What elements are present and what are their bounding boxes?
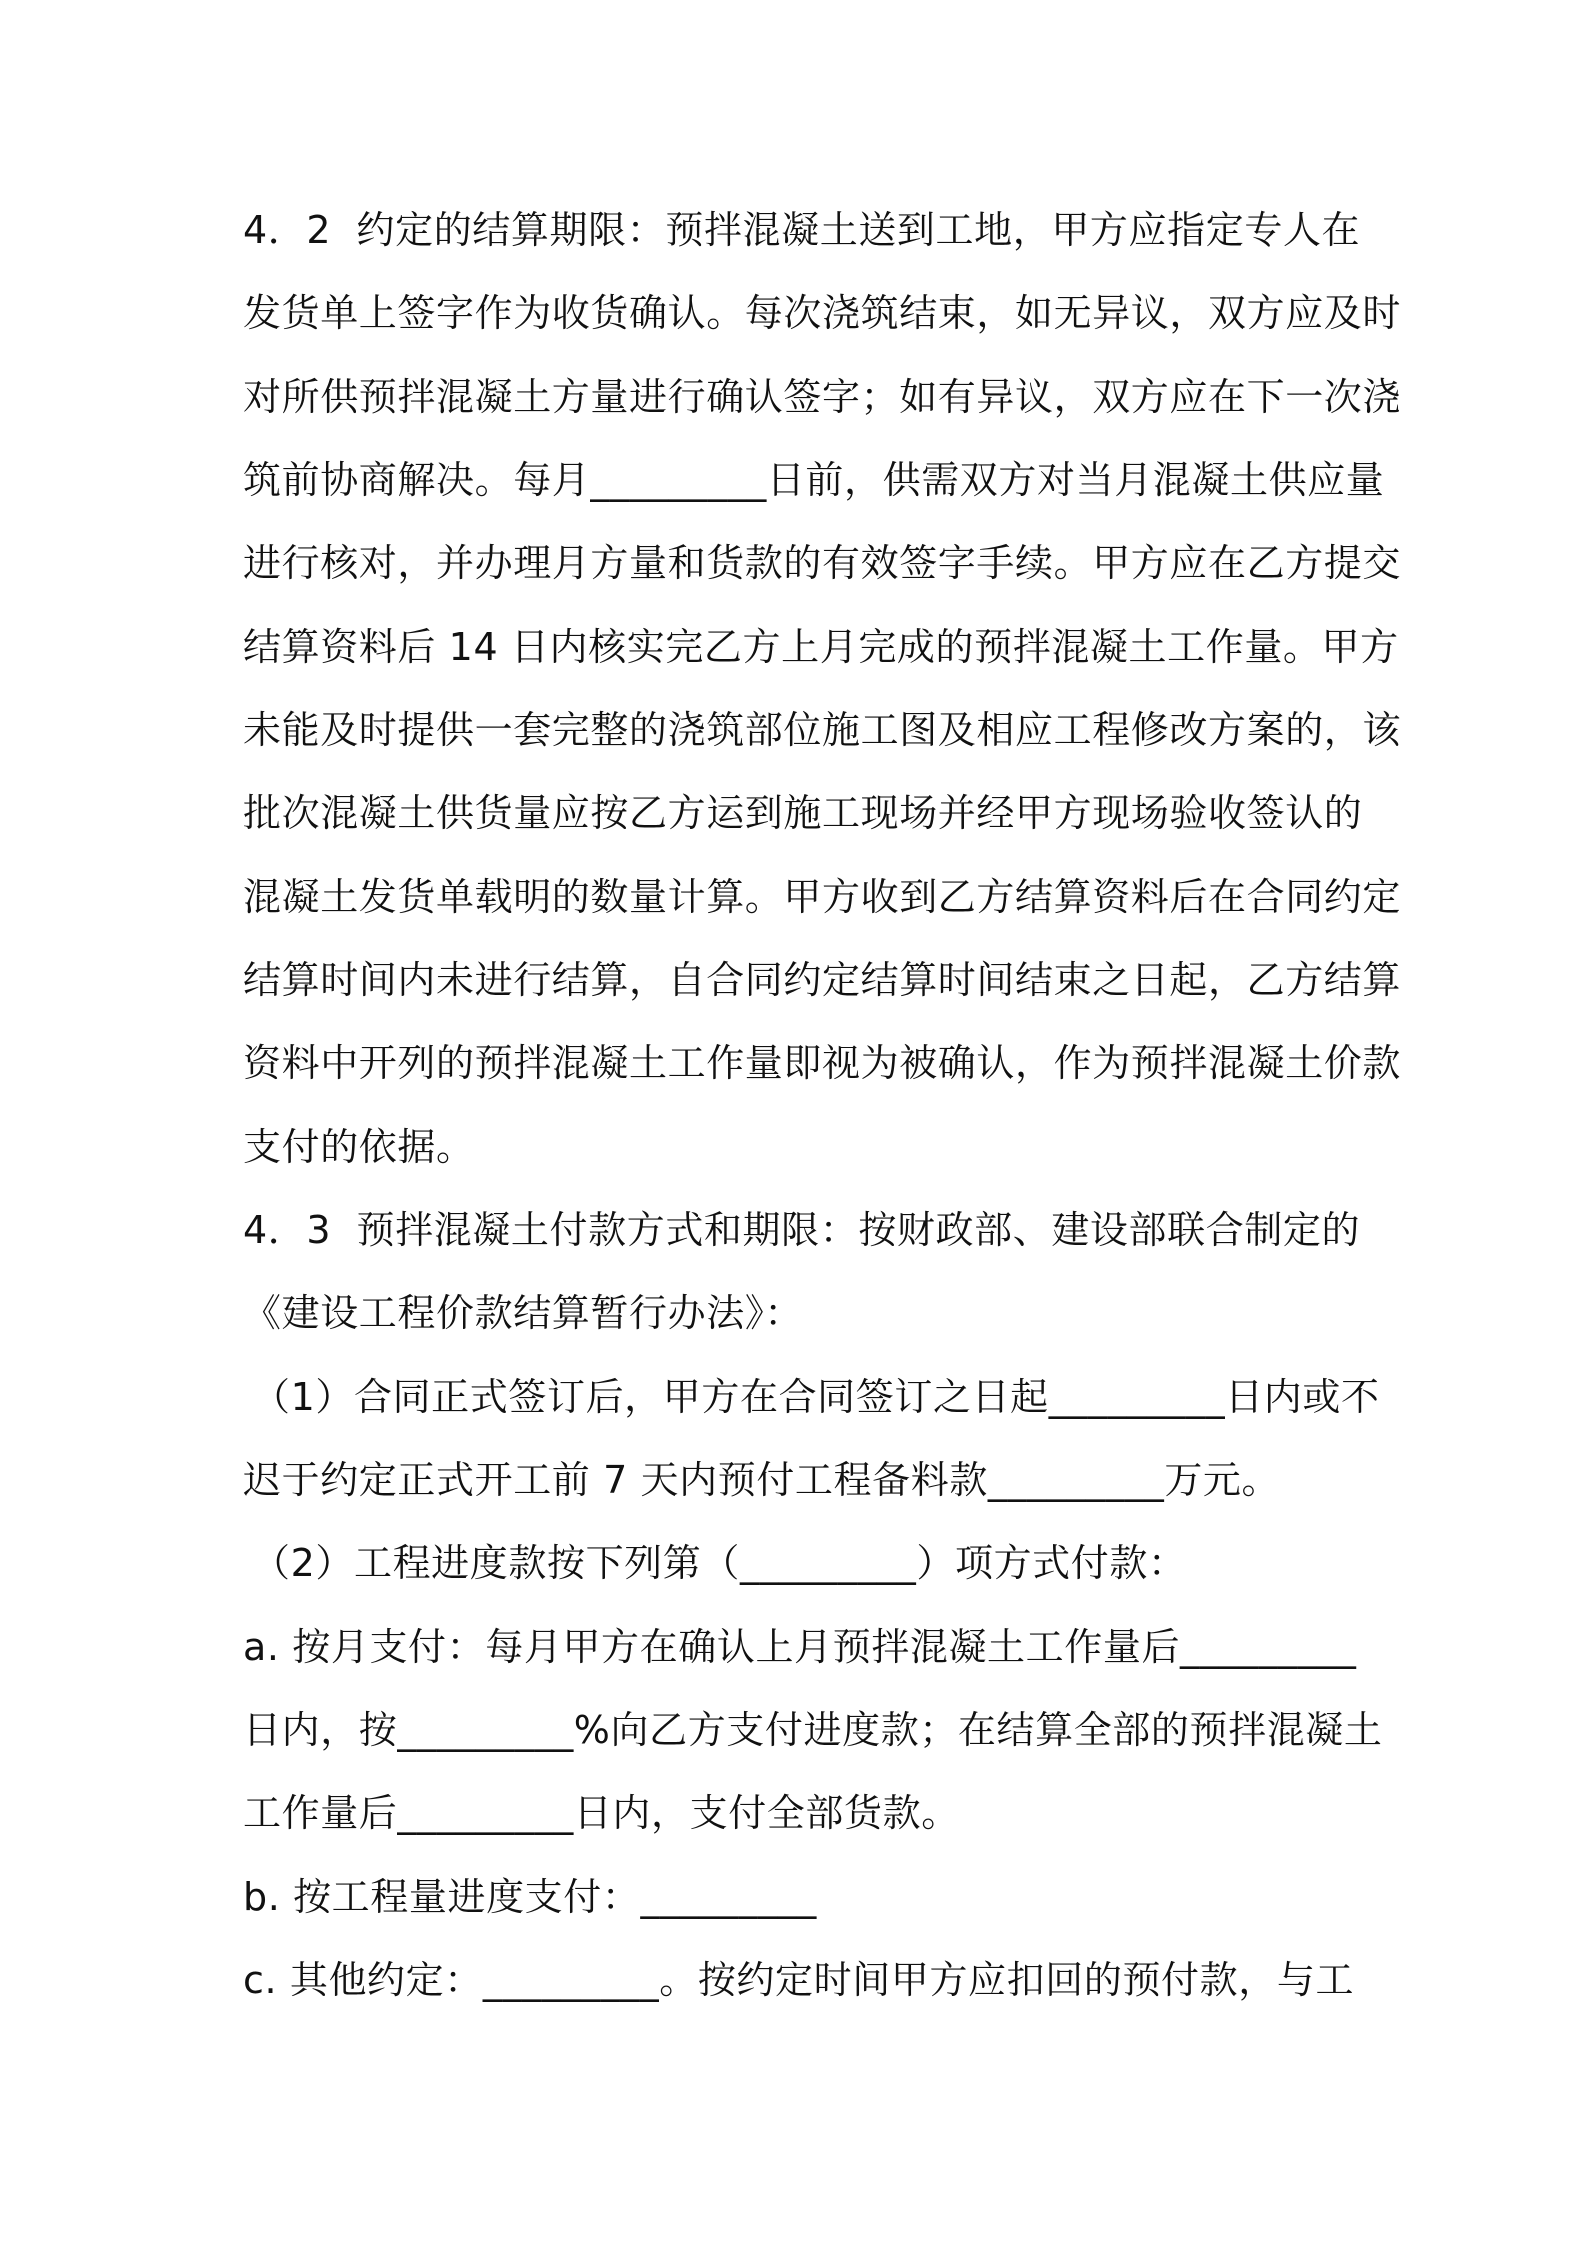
option-c-line-1: c. 其他约定：_________。按约定时间甲方应扣回的预付款，与工 (243, 1958, 1355, 2002)
item-1-line-2: 迟于约定正式开工前 7 天内预付工程备料款_________万元。 (243, 1458, 1281, 1502)
clause-4-2-line-10: 结算时间内未进行结算，自合同约定结算时间结束之日起，乙方结算 (243, 958, 1402, 1002)
option-a-line-1: a. 按月支付：每月甲方在确认上月预拌混凝土工作量后_________ (243, 1625, 1357, 1669)
item-1-line-1: （1）合同正式签订后，甲方在合同签订之日起_________日内或不 (252, 1375, 1380, 1419)
option-a-line-2: 日内，按_________%向乙方支付进度款；在结算全部的预拌混凝土 (243, 1708, 1383, 1752)
clause-4-2-line-6: 结算资料后 14 日内核实完乙方上月完成的预拌混凝土工作量。甲方 (243, 625, 1399, 669)
clause-4-2-line-8: 批次混凝土供货量应按乙方运到施工现场并经甲方现场验收签认的 (243, 791, 1363, 835)
clause-4-2-line-5: 进行核对，并办理月方量和货款的有效签字手续。甲方应在乙方提交 (243, 541, 1402, 585)
clause-4-2-line-1: 4．2 约定的结算期限：预拌混凝土送到工地，甲方应指定专人在 (243, 208, 1361, 252)
clause-4-2-line-11: 资料中开列的预拌混凝土工作量即视为被确认，作为预拌混凝土价款 (243, 1041, 1402, 1085)
clause-4-2-line-9: 混凝土发货单载明的数量计算。甲方收到乙方结算资料后在合同约定 (243, 875, 1402, 919)
clause-4-2-line-7: 未能及时提供一套完整的浇筑部位施工图及相应工程修改方案的，该 (243, 708, 1402, 752)
option-b-line-1: b. 按工程量进度支付：_________ (243, 1875, 817, 1919)
clause-4-2-line-3: 对所供预拌混凝土方量进行确认签字；如有异议，双方应在下一次浇 (243, 375, 1402, 419)
clause-4-2-line-2: 发货单上签字作为收货确认。每次浇筑结束，如无异议，双方应及时 (243, 291, 1402, 335)
clause-4-2-line-4: 筑前协商解决。每月_________日前，供需双方对当月混凝土供应量 (243, 458, 1385, 502)
clause-4-3-line-2: 《建设工程价款结算暂行办法》： (243, 1291, 804, 1335)
option-a-line-3: 工作量后_________日内，支付全部货款。 (243, 1791, 960, 1835)
clause-4-3-line-1: 4．3 预拌混凝土付款方式和期限：按财政部、建设部联合制定的 (243, 1208, 1361, 1252)
item-2-line-1: （2）工程进度款按下列第（_________）项方式付款： (252, 1541, 1187, 1585)
clause-4-2-line-12: 支付的依据。 (243, 1125, 475, 1169)
